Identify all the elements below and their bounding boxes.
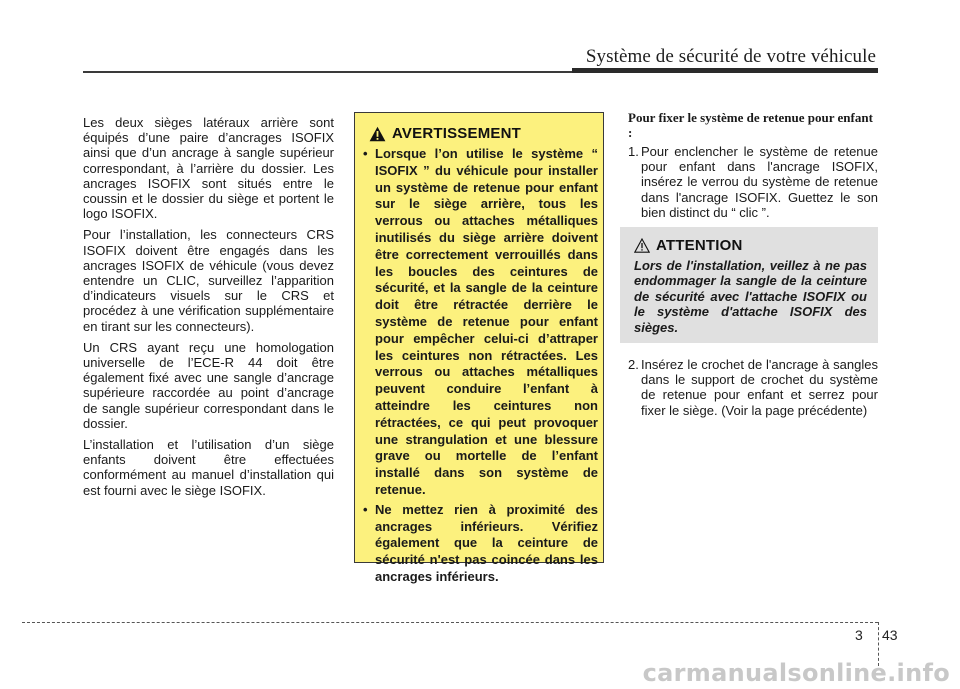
page-number: 43: [882, 627, 898, 643]
step-2-block: [628, 357, 878, 418]
warning-item-1: • Lorsque l’on utilise le système “ ISOFIX ” du véhicule pour installer un système de retenue pour enfant sur le siège arrière, tous les verrous ou attaches métalliques inutilisés du siège arrière doivent être correctement verrouillés dans les boucles des ceintures de sécurité, et la sangle de la ceinture doit être rétractée derrière le système de retenue pour enfant pour empêcher celui-ci d’attraper les ceintures non rétractées. Les verrous ou attaches métalliques peuvent conduire l’enfant à atteindre les ceintures non rétractées, ce qui peut provoquer une strangulation et une blessure grave ou mortelle de l’enfant installé dans son système de retenue.: [363, 146, 598, 499]
left-paragraph-3: Un CRS ayant reçu une homologation universelle de l’ECE-R 44 doit être également fixé avec une sangle d’ancrage supérieure raccordée au point d’ancrage de sangle supérieur correspondant dans le dossier.: [83, 339, 334, 431]
step-1-text: Pour enclencher le système de retenue pour enfant dans l'ancrage ISOFIX, insérez le verrou du système de retenue dans l'ancrage ISOFIX. Guettez le son bien distinct du “ clic ”.: [641, 144, 878, 220]
header-rule-accent: [572, 68, 878, 73]
warning-item-2: • Ne mettez rien à proximité des ancrages inférieurs. Vérifiez également que la ceinture de sécurité n'est pas coincée dans les ancrages inférieurs.: [363, 502, 598, 586]
watermark: carmanualsonline.info: [642, 659, 950, 687]
attention-box: [620, 227, 878, 343]
left-paragraph-4: L’installation et l’utilisation d’un siège enfants doivent être effectuées conformément au manuel d’installation qui est fourni avec le siège ISOFIX.: [83, 437, 334, 498]
step-1-number: 1.: [628, 144, 639, 159]
page-header-title: Système de sécurité de votre véhicule: [585, 46, 876, 67]
step-2-text: Insérez le crochet de l'ancrage à sangles dans le support de crochet du système de retenue pour enfant et serrez pour fixer le siège. (Voir la page précédente): [641, 357, 878, 418]
step-1: [628, 144, 878, 220]
left-paragraph-2: Pour l’installation, les connecteurs CRS ISOFIX doivent être engagés dans les ancrages ISOFIX de véhicule (vous devez entendre un CLIC, surveillez l’apparition d’indicateurs visuels sur le CRS et procédez à une vérification supplémentaire en tirant sur les connecteurs).: [83, 227, 334, 334]
right-column: [628, 110, 878, 220]
attention-header: [634, 237, 743, 254]
caution-triangle-icon: [634, 238, 650, 253]
attention-title: ATTENTION: [656, 237, 743, 254]
left-column: [83, 115, 334, 504]
left-paragraph-1: Les deux sièges latéraux arrière sont équipés d’une paire d’ancrages ISOFIX ainsi que d’un ancrage à sangle supérieur correspondant, à l’arrière du dossier. Les ancrages ISOFIX sont situés entre le coussin et le dossier du siège et portent le logo ISOFIX.: [83, 115, 334, 222]
attention-text: Lors de l'installation, veillez à ne pas endommager la sangle de la ceinture de sécurité avec l'attache ISOFIX ou le système d'attache ISOFIX des sièges.: [634, 258, 867, 335]
warning-header: [369, 125, 521, 142]
section-heading: Pour fixer le système de retenue pour enfant :: [628, 110, 873, 140]
step-2: [628, 357, 878, 418]
warning-list: [363, 146, 598, 589]
footer-rule: [22, 622, 878, 623]
chapter-number: 3: [855, 627, 863, 643]
warning-triangle-icon: [369, 126, 386, 142]
warning-title: AVERTISSEMENT: [392, 125, 522, 142]
step-2-number: 2.: [628, 357, 639, 372]
warning-box: [354, 112, 604, 584]
